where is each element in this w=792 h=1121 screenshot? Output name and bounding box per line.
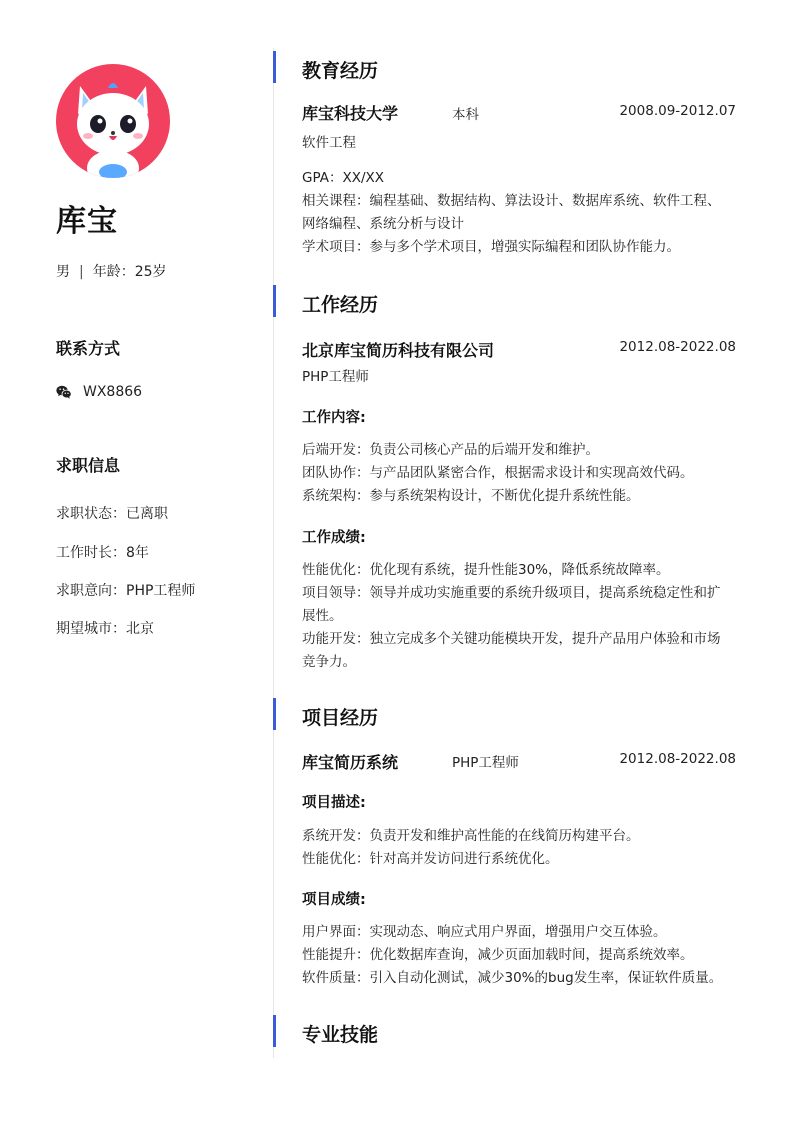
degree: 本科 (452, 107, 479, 123)
list-item: 性能优化：针对高并发访问进行系统优化。 (302, 851, 559, 867)
section-accent-bar (273, 51, 276, 83)
skills-title: 专业技能 (302, 1024, 379, 1046)
gender: 男 (56, 264, 70, 280)
project-name: 库宝简历系统 (302, 753, 399, 772)
list-item: 项目领导：领导并成功实施重要的系统升级项目，提高系统稳定性和扩 (302, 585, 721, 601)
contact-title: 联系方式 (56, 339, 121, 358)
list-item: 用户界面：实现动态、响应式用户界面，增强用户交互体验。 (302, 924, 667, 940)
project-results-title: 项目成绩: (302, 892, 366, 908)
work-content-list (302, 439, 738, 508)
section-accent-bar (273, 698, 276, 730)
company-name: 北京库宝简历科技有限公司 (302, 341, 495, 360)
work-content-title: 工作内容: (302, 410, 366, 426)
project-results-list (302, 921, 738, 990)
project-role: PHP工程师 (452, 755, 519, 771)
list-item: 性能提升：优化数据库查询，减少页面加载时间，提高系统效率。 (302, 947, 694, 963)
section-accent-bar (273, 285, 276, 317)
work-role: PHP工程师 (302, 369, 369, 385)
list-item: 功能开发：独立完成多个关键功能模块开发，提升产品用户体验和市场 (302, 631, 721, 647)
candidate-name: 库宝 (56, 204, 118, 239)
project-desc-title: 项目描述: (302, 795, 366, 811)
section-accent-bar (273, 1015, 276, 1047)
job-intent: 求职意向：PHP工程师 (56, 583, 196, 599)
courses-line-1: 相关课程：编程基础、数据结构、算法设计、数据库系统、软件工程、 (302, 193, 721, 209)
education-details (302, 167, 738, 259)
age: 年龄：25岁 (92, 264, 167, 280)
project-desc-list (302, 825, 738, 871)
work-results-title: 工作成绩: (302, 530, 366, 546)
list-item: 系统架构：参与系统架构设计，不断优化提升系统性能。 (302, 488, 640, 504)
job-info-title: 求职信息 (56, 456, 121, 475)
list-item: 系统开发：负责开发和维护高性能的在线简历构建平台。 (302, 828, 640, 844)
list-item: 团队协作：与产品团队紧密合作，根据需求设计和实现高效代码。 (302, 465, 694, 481)
academic-projects: 学术项目：参与多个学术项目，增强实际编程和团队协作能力。 (302, 239, 680, 255)
work-dates: 2012.08-2022.08 (619, 339, 736, 355)
job-status: 求职状态：已离职 (56, 506, 168, 522)
work-title: 工作经历 (302, 294, 379, 316)
work-results-list (302, 559, 738, 674)
major: 软件工程 (302, 135, 356, 151)
school-name: 库宝科技大学 (302, 104, 399, 123)
list-item: 性能优化：优化现有系统，提升性能30%，降低系统故障率。 (302, 562, 670, 578)
separator: | (79, 264, 84, 280)
wechat-id: WX8866 (83, 384, 143, 400)
project-dates: 2012.08-2022.08 (619, 751, 736, 767)
job-years: 工作时长：8年 (56, 545, 149, 561)
list-item: 后端开发：负责公司核心产品的后端开发和维护。 (302, 442, 599, 458)
job-city: 期望城市：北京 (56, 621, 154, 637)
courses-line-2: 网络编程、系统分析与设计 (302, 216, 464, 232)
education-title: 教育经历 (302, 60, 379, 82)
education-dates: 2008.09-2012.07 (619, 103, 736, 119)
gpa: GPA：XX/XX (302, 170, 385, 186)
list-item: 展性。 (302, 608, 343, 624)
list-item: 软件质量：引入自动化测试，减少30%的bug发生率，保证软件质量。 (302, 970, 723, 986)
list-item: 竞争力。 (302, 654, 356, 670)
project-title: 项目经历 (302, 707, 379, 729)
